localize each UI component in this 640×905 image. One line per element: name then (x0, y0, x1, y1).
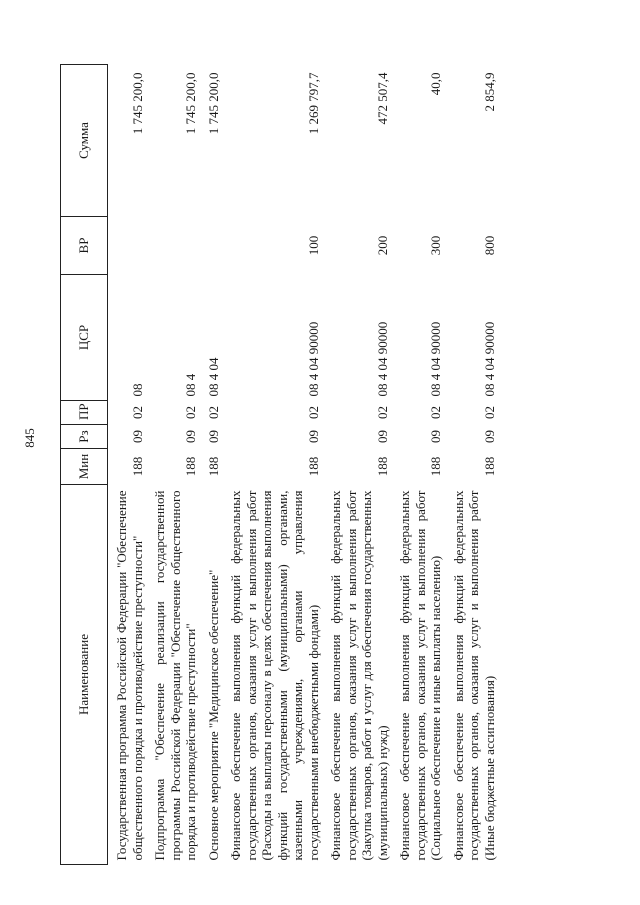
row-csr: 08 4 04 90000 (428, 321, 443, 397)
row-min: 188 (129, 456, 145, 477)
row-vr: 800 (481, 235, 497, 256)
row-min: 188 (374, 456, 390, 477)
table-header-row (61, 65, 108, 865)
header-name: Наименование (61, 485, 108, 865)
row-vr (108, 217, 147, 275)
row-rz: 09 (129, 430, 145, 443)
row-csr: 08 4 (183, 373, 198, 397)
row-name: Государственная программа Российской Федерации "Обеспечение общественного порядка и противодействие преступности" (114, 490, 145, 861)
page-number: 845 (22, 428, 37, 448)
row-name: Финансовое обеспечение выполнения функций федеральных государственных органов, оказания услуг и выполнения работ (Социальное обеспечение и иные выплаты населению) (397, 490, 443, 861)
row-sum: 472 507,4 (374, 72, 390, 125)
row-sum: 1 745 200,0 (205, 72, 221, 135)
row-pr: 02 (305, 406, 321, 419)
row-name: Финансовое обеспечение выполнения функций федеральных государственных органов, оказания услуг и выполнения работ (Закупка товаров, работ и услуг для обеспечения государственных (муниципальных) нужд) (328, 490, 390, 861)
row-rz: 09 (428, 430, 443, 443)
row-vr: 100 (305, 235, 321, 256)
row-min: 188 (305, 456, 321, 477)
row-pr: 02 (428, 406, 443, 419)
table-row (322, 65, 391, 865)
row-name: Финансовое обеспечение выполнения функций федеральных государственных органов, оказания услуг и выполнения работ (Иные бюджетные ассигнования) (450, 490, 497, 861)
row-min: 188 (183, 456, 198, 477)
row-pr: 02 (129, 406, 145, 419)
row-pr: 02 (205, 406, 221, 419)
header-csr: ЦСР (61, 275, 108, 401)
row-sum: 40,0 (428, 72, 443, 96)
row-rz: 09 (205, 430, 221, 443)
row-vr: 200 (374, 235, 390, 256)
row-csr: 08 4 04 90000 (305, 321, 321, 397)
row-name: Финансовое обеспечение выполнения функций федеральных государственных органов, оказания услуг и выполнения работ (Расходы на выплаты персоналу в целях обеспечения выполнения функций государственными (муниципальными) органами, казенными учреждениями, органами управления государственными внебюджетными фондами) (228, 490, 321, 861)
row-rz: 09 (481, 430, 497, 443)
row-rz: 09 (374, 430, 390, 443)
row-min: 188 (481, 456, 497, 477)
header-sum: Сумма (61, 65, 108, 217)
header-rz: Рз (61, 425, 108, 449)
row-sum: 2 854,9 (481, 72, 497, 112)
table-row (222, 65, 322, 865)
row-csr: 08 (129, 383, 145, 397)
row-sum: 1 745 200,0 (129, 72, 145, 135)
table-row (391, 65, 445, 865)
table-row (108, 65, 147, 865)
row-vr (200, 217, 223, 275)
row-rz: 09 (305, 430, 321, 443)
header-vr: ВР (61, 217, 108, 275)
row-csr: 08 4 04 (205, 357, 221, 397)
header-min: Мин (61, 449, 108, 485)
row-sum: 1 745 200,0 (183, 72, 198, 135)
row-rz: 09 (183, 430, 198, 443)
row-vr: 300 (428, 235, 443, 256)
budget-table-sheet (60, 65, 590, 865)
row-min: 188 (205, 456, 221, 477)
header-pr: ПР (61, 401, 108, 425)
budget-table (60, 64, 498, 865)
row-csr: 08 4 04 90000 (481, 321, 497, 397)
table-row (146, 65, 200, 865)
row-csr: 08 4 04 90000 (374, 321, 390, 397)
row-sum: 1 269 797,7 (305, 72, 321, 135)
row-pr: 02 (481, 406, 497, 419)
row-vr (146, 217, 200, 275)
row-name: Основное мероприятие "Медицинское обеспечение" (205, 569, 221, 861)
row-name: Подпрограмма "Обеспечение реализации государственной программы Российской Федерации "Обеспечение общественного порядка и противодействие преступности" (152, 490, 198, 861)
row-min: 188 (428, 456, 443, 477)
table-row (200, 65, 223, 865)
row-pr: 02 (374, 406, 390, 419)
table-row (445, 65, 499, 865)
row-pr: 02 (183, 406, 198, 419)
